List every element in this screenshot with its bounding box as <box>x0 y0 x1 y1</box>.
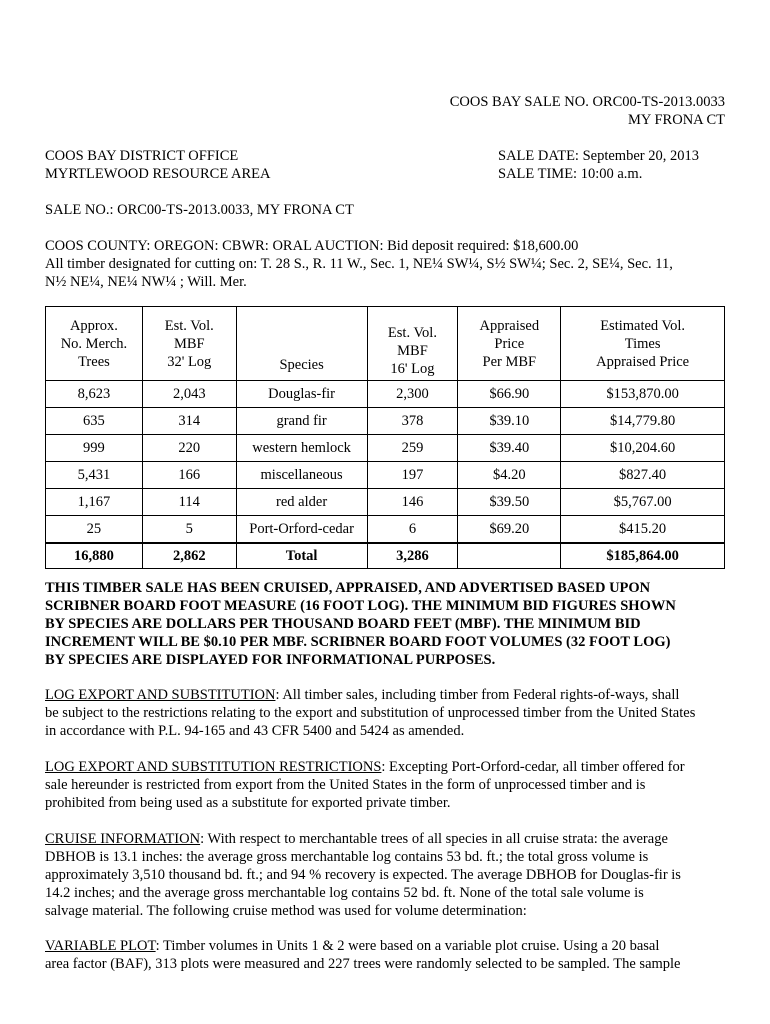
table-row <box>46 408 725 435</box>
section-heading: LOG EXPORT AND SUBSTITUTION <box>45 687 276 703</box>
total-vol-32: 2,862 <box>142 543 236 569</box>
header-sale-name: MY FRONA CT <box>628 112 725 128</box>
district-office: COOS BAY DISTRICT OFFICE <box>45 148 239 164</box>
section-heading: VARIABLE PLOT <box>45 938 156 954</box>
cell-trees: 8,623 <box>46 381 143 408</box>
total-price <box>458 543 561 569</box>
section-heading: CRUISE INFORMATION <box>45 831 201 847</box>
cell-price: $39.40 <box>458 435 561 462</box>
variable-plot-section: VARIABLE PLOT: Timber volumes in Units 1 & 2 were based on a variable plot cruise. Using a 20 basal area factor (BAF), 313 plots were measured and 227 trees were randomly selected to be sampled. The sample <box>45 938 681 972</box>
notice-line: THIS TIMBER SALE HAS BEEN CRUISED, APPRAISED, AND ADVERTISED BASED UPON <box>45 580 651 596</box>
header-price: Appraised Price Per MBF <box>458 307 561 381</box>
sale-date: SALE DATE: September 20, 2013 <box>498 148 699 164</box>
table-row <box>46 462 725 489</box>
cell-vol-16: 146 <box>367 489 458 516</box>
cell-est-value: $5,767.00 <box>561 489 725 516</box>
cell-vol-32: 314 <box>142 408 236 435</box>
cell-trees: 999 <box>46 435 143 462</box>
cell-trees: 635 <box>46 408 143 435</box>
cell-vol-16: 2,300 <box>367 381 458 408</box>
cell-vol-16: 259 <box>367 435 458 462</box>
cell-est-value: $14,779.80 <box>561 408 725 435</box>
table-total-row <box>46 543 725 569</box>
cell-species: miscellaneous <box>236 462 367 489</box>
cell-trees: 5,431 <box>46 462 143 489</box>
cell-vol-32: 220 <box>142 435 236 462</box>
cell-est-value: $827.40 <box>561 462 725 489</box>
cell-price: $4.20 <box>458 462 561 489</box>
cell-trees: 1,167 <box>46 489 143 516</box>
cell-vol-32: 166 <box>142 462 236 489</box>
cell-species: red alder <box>236 489 367 516</box>
sale-time: SALE TIME: 10:00 a.m. <box>498 166 643 182</box>
cell-price: $39.50 <box>458 489 561 516</box>
cell-species: Douglas-fir <box>236 381 367 408</box>
header-vol-32: Est. Vol. MBF 32' Log <box>142 307 236 381</box>
cell-species: Port-Orford-cedar <box>236 516 367 544</box>
cruise-information-section: CRUISE INFORMATION: With respect to merchantable trees of all species in all cruise strata: the average DBHOB is 13.1 inches: the average gross merchantable log contains 53 bd. ft.; the total gross volume is approximately 3,510 thousand bd. ft.; and 94 % recovery is expected. The average DBHOB for Douglas-fir is 14.2 inches; and the average gross merchantable log contains 52 bd. ft. None of the total sale volume is salvage material. The following cruise method was used for volume determination: <box>45 831 681 919</box>
table-row <box>46 381 725 408</box>
sale-number-line: SALE NO.: ORC00-TS-2013.0033, MY FRONA CT <box>45 202 354 218</box>
volume-price-table <box>45 306 725 569</box>
cell-species: grand fir <box>236 408 367 435</box>
total-vol-16: 3,286 <box>367 543 458 569</box>
cell-vol-32: 2,043 <box>142 381 236 408</box>
header-trees: Approx. No. Merch. Trees <box>46 307 143 381</box>
location-line-3: N½ NE¼, NE¼ NW¼ ; Will. Mer. <box>45 274 247 290</box>
total-est-value: $185,864.00 <box>561 543 725 569</box>
export-restrictions-section: LOG EXPORT AND SUBSTITUTION RESTRICTIONS: Excepting Port-Orford-cedar, all timber offered for sale hereunder is restricted from export from the United States in the form of unprocessed timber and is prohibited from being used as a substitute for exported private timber. <box>45 759 685 811</box>
header-vol-16: Est. Vol. MBF 16' Log <box>367 307 458 381</box>
cell-est-value: $415.20 <box>561 516 725 544</box>
total-label: Total <box>236 543 367 569</box>
log-export-section: LOG EXPORT AND SUBSTITUTION: All timber sales, including timber from Federal rights-of-ways, shall be subject to the restrictions relating to the export and substitution of unprocessed timber from the United States in accordance with P.L. 94-165 and 43 CFR 5400 and 5424 as amended. <box>45 687 696 739</box>
location-line-1: COOS COUNTY: OREGON: CBWR: ORAL AUCTION: Bid deposit required: $18,600.00 <box>45 238 579 254</box>
notice-line: BY SPECIES ARE DOLLARS PER THOUSAND BOARD FEET (MBF). THE MINIMUM BID <box>45 616 641 632</box>
table-header-row <box>46 307 725 381</box>
cell-vol-16: 378 <box>367 408 458 435</box>
header-species: Species <box>236 307 367 381</box>
cell-price: $66.90 <box>458 381 561 408</box>
table-row <box>46 516 725 544</box>
header-est-value: Estimated Vol. Times Appraised Price <box>561 307 725 381</box>
cell-price: $69.20 <box>458 516 561 544</box>
table-row <box>46 489 725 516</box>
total-trees: 16,880 <box>46 543 143 569</box>
cell-vol-16: 197 <box>367 462 458 489</box>
bidding-notice <box>45 579 735 669</box>
resource-area: MYRTLEWOOD RESOURCE AREA <box>45 166 271 182</box>
table-row <box>46 435 725 462</box>
cell-vol-16: 6 <box>367 516 458 544</box>
notice-line: INCREMENT WILL BE $0.10 PER MBF. SCRIBNER BOARD FOOT VOLUMES (32 FOOT LOG) <box>45 634 671 650</box>
cell-est-value: $153,870.00 <box>561 381 725 408</box>
location-line-2: All timber designated for cutting on: T. 28 S., R. 11 W., Sec. 1, NE¼ SW¼, S½ SW¼; Sec. 2, SE¼, Sec. 11, <box>45 256 673 272</box>
notice-line: SCRIBNER BOARD FOOT MEASURE (16 FOOT LOG). THE MINIMUM BID FIGURES SHOWN <box>45 598 676 614</box>
cell-price: $39.10 <box>458 408 561 435</box>
header-sale-number: COOS BAY SALE NO. ORC00-TS-2013.0033 <box>449 94 725 110</box>
notice-line: BY SPECIES ARE DISPLAYED FOR INFORMATIONAL PURPOSES. <box>45 652 496 668</box>
section-heading: LOG EXPORT AND SUBSTITUTION RESTRICTIONS <box>45 759 382 775</box>
cell-species: western hemlock <box>236 435 367 462</box>
cell-vol-32: 5 <box>142 516 236 544</box>
cell-vol-32: 114 <box>142 489 236 516</box>
cell-est-value: $10,204.60 <box>561 435 725 462</box>
cell-trees: 25 <box>46 516 143 544</box>
